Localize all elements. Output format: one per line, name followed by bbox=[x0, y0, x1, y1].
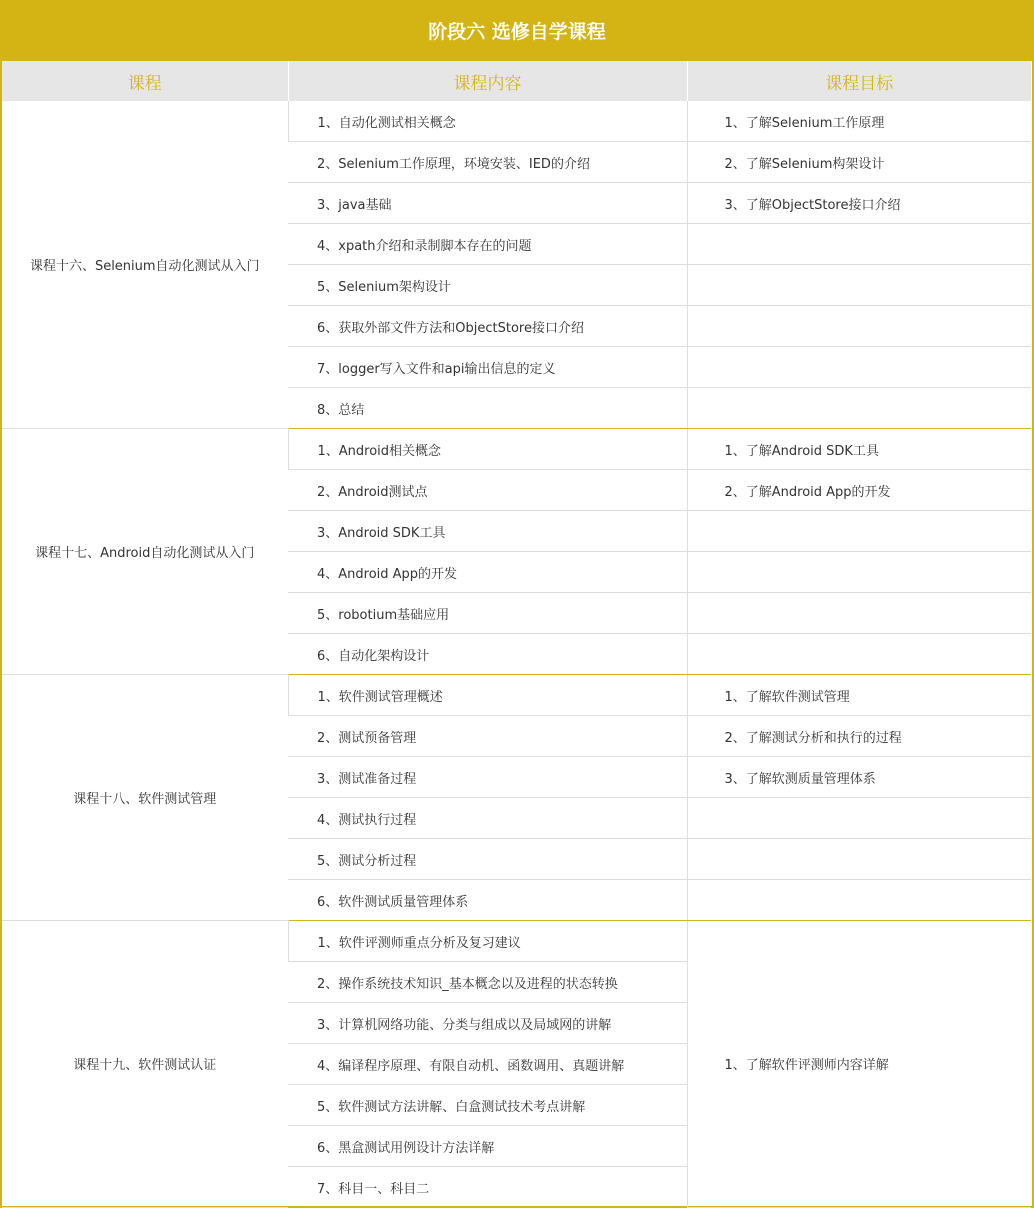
goal-empty-cell bbox=[687, 224, 1031, 265]
goal-empty-cell bbox=[687, 265, 1031, 306]
goal-item: 3、了解软测质量管理体系 bbox=[687, 757, 1031, 798]
goal-empty-cell bbox=[687, 511, 1031, 552]
goal-empty-cell bbox=[687, 306, 1031, 347]
header-content: 课程内容 bbox=[288, 61, 687, 101]
table-row bbox=[2, 101, 1031, 142]
content-item: 3、Android SDK工具 bbox=[288, 511, 687, 552]
course-name: 课程十七、Android自动化测试从入门 bbox=[2, 429, 288, 675]
content-item: 3、java基础 bbox=[288, 183, 687, 224]
goal-item: 1、了解Android SDK工具 bbox=[687, 429, 1031, 470]
course-name: 课程十六、Selenium自动化测试从入门 bbox=[2, 101, 288, 429]
goal-item: 2、了解Selenium构架设计 bbox=[687, 142, 1031, 183]
goal-empty-cell bbox=[687, 798, 1031, 839]
content-item: 2、测试预备管理 bbox=[288, 716, 687, 757]
table-header-row bbox=[2, 61, 1031, 101]
table-body bbox=[2, 101, 1031, 1207]
goal-item: 2、了解Android App的开发 bbox=[687, 470, 1031, 511]
content-item: 4、xpath介绍和录制脚本存在的问题 bbox=[288, 224, 687, 265]
content-item: 1、自动化测试相关概念 bbox=[288, 101, 687, 142]
page-title: 阶段六 选修自学课程 bbox=[0, 0, 1034, 61]
content-item: 1、Android相关概念 bbox=[288, 429, 687, 470]
goal-empty-cell bbox=[687, 634, 1031, 675]
content-item: 3、计算机网络功能、分类与组成以及局域网的讲解 bbox=[288, 1003, 687, 1044]
header-course: 课程 bbox=[2, 61, 288, 101]
course-table bbox=[2, 61, 1031, 1208]
goal-item: 1、了解Selenium工作原理 bbox=[687, 101, 1031, 142]
goal-empty-cell bbox=[687, 880, 1031, 921]
header-goal: 课程目标 bbox=[687, 61, 1031, 101]
content-item: 1、软件评测师重点分析及复习建议 bbox=[288, 921, 687, 962]
content-item: 5、Selenium架构设计 bbox=[288, 265, 687, 306]
course-name: 课程十八、软件测试管理 bbox=[2, 675, 288, 921]
goal-item: 2、了解测试分析和执行的过程 bbox=[687, 716, 1031, 757]
goal-item: 1、了解软件测试管理 bbox=[687, 675, 1031, 716]
content-item: 4、编译程序原理、有限自动机、函数调用、真题讲解 bbox=[288, 1044, 687, 1085]
table-row bbox=[2, 921, 1031, 962]
content-item: 6、获取外部文件方法和ObjectStore接口介绍 bbox=[288, 306, 687, 347]
content-item: 6、自动化架构设计 bbox=[288, 634, 687, 675]
content-item: 1、软件测试管理概述 bbox=[288, 675, 687, 716]
content-item: 7、科目一、科目二 bbox=[317, 1181, 430, 1197]
table-row bbox=[2, 429, 1031, 470]
content-item: 8、总结 bbox=[288, 388, 687, 429]
content-item: 6、黑盒测试用例设计方法详解 bbox=[288, 1126, 687, 1167]
table-row bbox=[2, 675, 1031, 716]
content-item: 3、测试准备过程 bbox=[288, 757, 687, 798]
content-item: 6、软件测试质量管理体系 bbox=[288, 880, 687, 921]
content-item: 5、测试分析过程 bbox=[288, 839, 687, 880]
goal-item: 3、了解ObjectStore接口介绍 bbox=[687, 183, 1031, 224]
course-name: 课程十九、软件测试认证 bbox=[2, 921, 288, 1208]
goal-empty-cell bbox=[687, 552, 1031, 593]
content-item: 4、测试执行过程 bbox=[288, 798, 687, 839]
content-item: 2、Android测试点 bbox=[288, 470, 687, 511]
content-item: 4、Android App的开发 bbox=[288, 552, 687, 593]
content-item: 5、软件测试方法讲解、白盒测试技术考点讲解 bbox=[288, 1085, 687, 1126]
goal-item: 1、了解软件评测师内容详解 bbox=[687, 921, 1031, 1208]
goal-empty-cell bbox=[687, 593, 1031, 634]
content-item: 5、robotium基础应用 bbox=[288, 593, 687, 634]
goal-empty-cell bbox=[687, 388, 1031, 429]
content-item: 2、Selenium工作原理，环境安装、IED的介绍 bbox=[288, 142, 687, 183]
content-item: 7、logger写入文件和api输出信息的定义 bbox=[288, 347, 687, 388]
content-item: 2、操作系统技术知识_基本概念以及进程的状态转换 bbox=[288, 962, 687, 1003]
goal-empty-cell bbox=[687, 839, 1031, 880]
goal-empty-cell bbox=[687, 347, 1031, 388]
